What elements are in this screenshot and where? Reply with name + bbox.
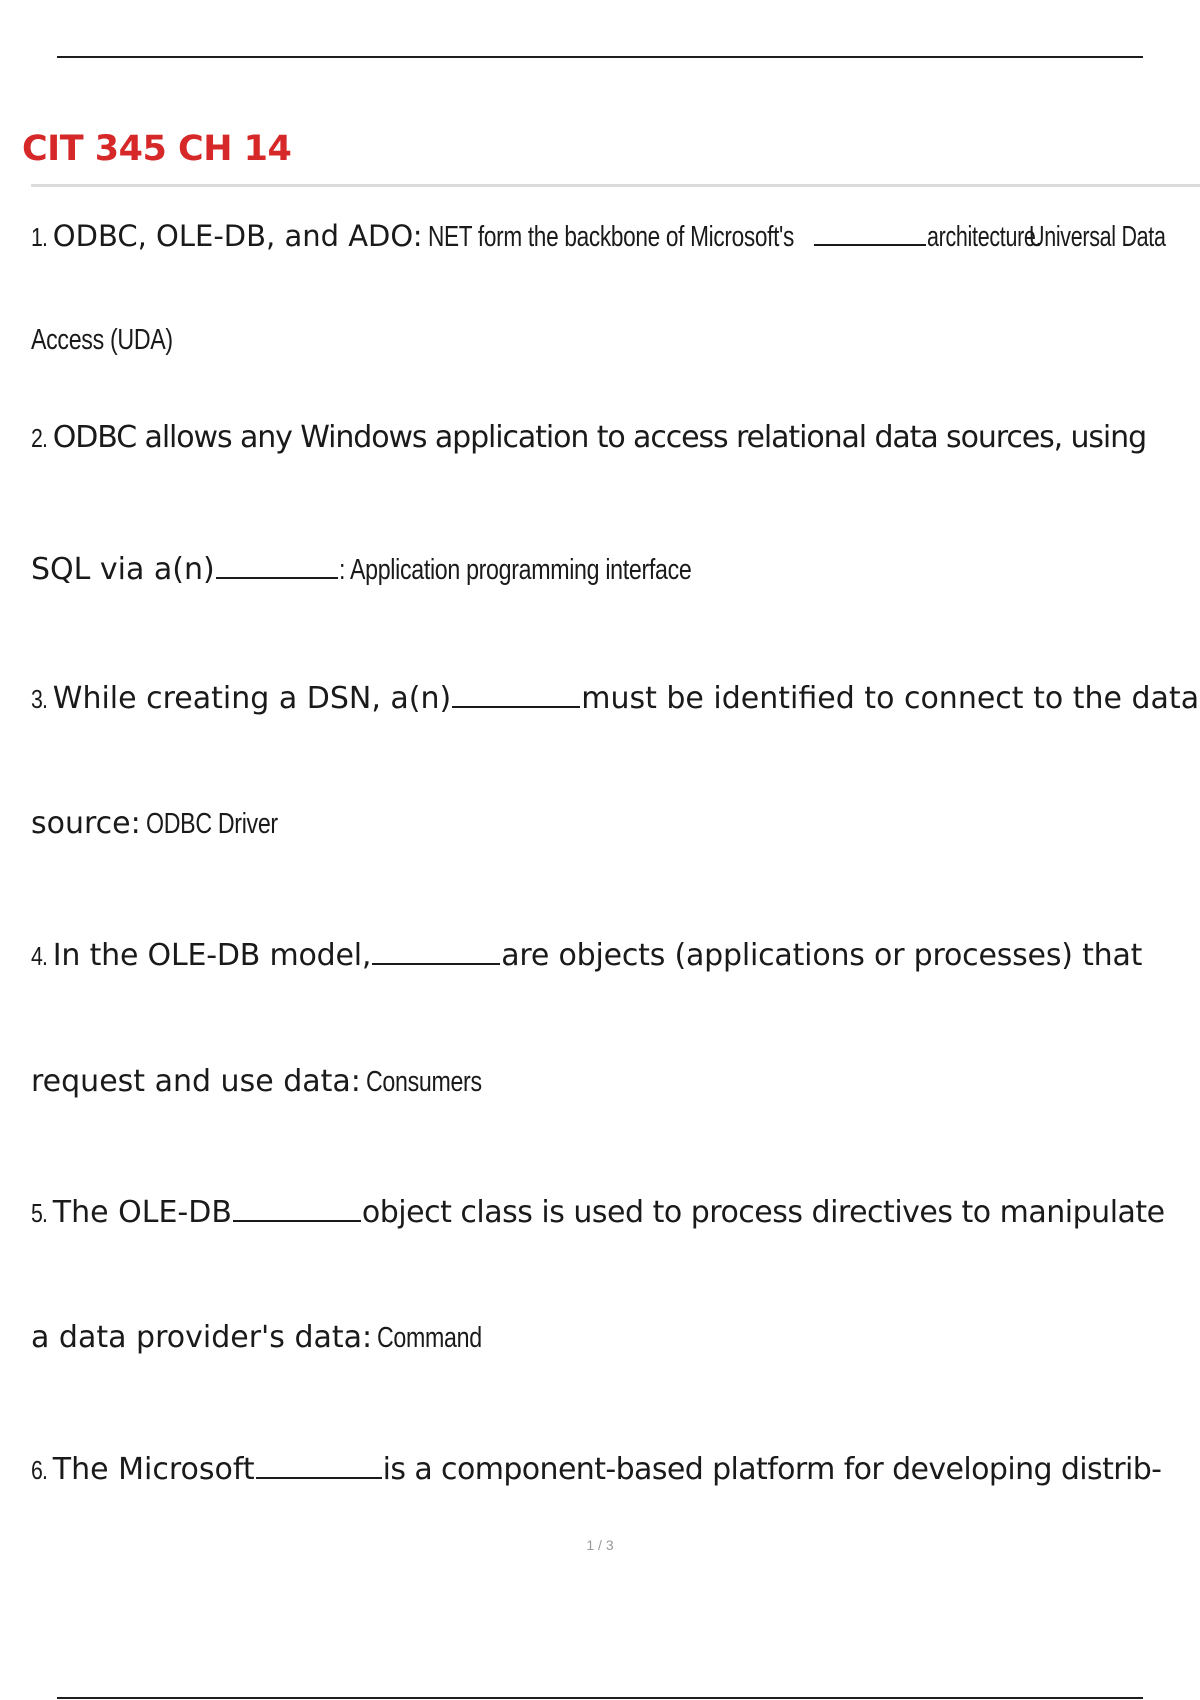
answer-blank xyxy=(372,933,500,965)
answer-text: : Application programming interface xyxy=(338,554,692,586)
question-6-line-1 xyxy=(31,1447,1161,1494)
question-number: 4. xyxy=(31,941,48,971)
answer-text: Universal Data xyxy=(1029,221,1166,253)
question-number: 6. xyxy=(31,1455,48,1485)
question-5-line-2 xyxy=(31,1318,508,1362)
answer-text: Command xyxy=(377,1322,483,1354)
question-text-end: architecture. xyxy=(926,221,1042,253)
question-text-continued: SQL via a(n) xyxy=(31,552,215,587)
answer-blank xyxy=(216,547,338,579)
top-rule xyxy=(57,56,1143,58)
answer-blank xyxy=(814,214,926,246)
question-4-line-1 xyxy=(31,933,1142,980)
question-text-continued: must be identified to connect to the data xyxy=(581,681,1200,716)
question-text: The Microsoft xyxy=(52,1452,255,1487)
question-2-line-1 xyxy=(31,418,1146,462)
answer-text: ODBC Driver xyxy=(145,808,278,840)
question-text-continued: NET form the backbone of Microsoft's xyxy=(427,221,794,253)
title-divider xyxy=(31,184,1200,187)
question-1-line-2 xyxy=(31,320,208,364)
answer-blank xyxy=(233,1190,361,1222)
page-number: 1 / 3 xyxy=(586,1537,614,1553)
question-text: ODBC allows any Windows application to access relational data sources, using xyxy=(52,420,1147,455)
question-text-continued: object class is used to process directives to manipulate xyxy=(361,1195,1165,1230)
bottom-rule xyxy=(57,1697,1143,1699)
question-text: While creating a DSN, a(n) xyxy=(52,681,452,716)
question-text-continued: is a component-based platform for developing distrib- xyxy=(382,1452,1162,1487)
question-text: In the OLE-DB model, xyxy=(52,938,372,973)
question-number: 3. xyxy=(31,684,48,714)
question-text: ODBC, OLE-DB, and ADO: xyxy=(52,219,423,253)
question-text-end: source: xyxy=(31,806,141,841)
question-3-line-1 xyxy=(31,676,1199,723)
answer-text: Consumers xyxy=(365,1066,482,1098)
question-3-line-2 xyxy=(31,804,311,848)
question-text-end: request and use data: xyxy=(31,1064,361,1099)
question-4-line-2 xyxy=(31,1062,511,1106)
question-1-line-1 xyxy=(31,214,1200,261)
question-number: 5. xyxy=(31,1198,48,1228)
answer-text-continued: Access (UDA) xyxy=(31,324,173,356)
question-number: 1. xyxy=(31,222,48,252)
document-title: CIT 345 CH 14 xyxy=(22,129,292,169)
question-text: The OLE-DB xyxy=(52,1195,232,1230)
question-5-line-1 xyxy=(31,1190,1165,1237)
question-2-line-2 xyxy=(31,547,779,594)
question-text-end: a data provider's data: xyxy=(31,1320,373,1355)
answer-blank xyxy=(452,676,580,708)
answer-blank xyxy=(256,1447,382,1479)
question-text-continued: are objects (applications or processes) that xyxy=(501,938,1143,973)
question-number: 2. xyxy=(31,423,48,453)
